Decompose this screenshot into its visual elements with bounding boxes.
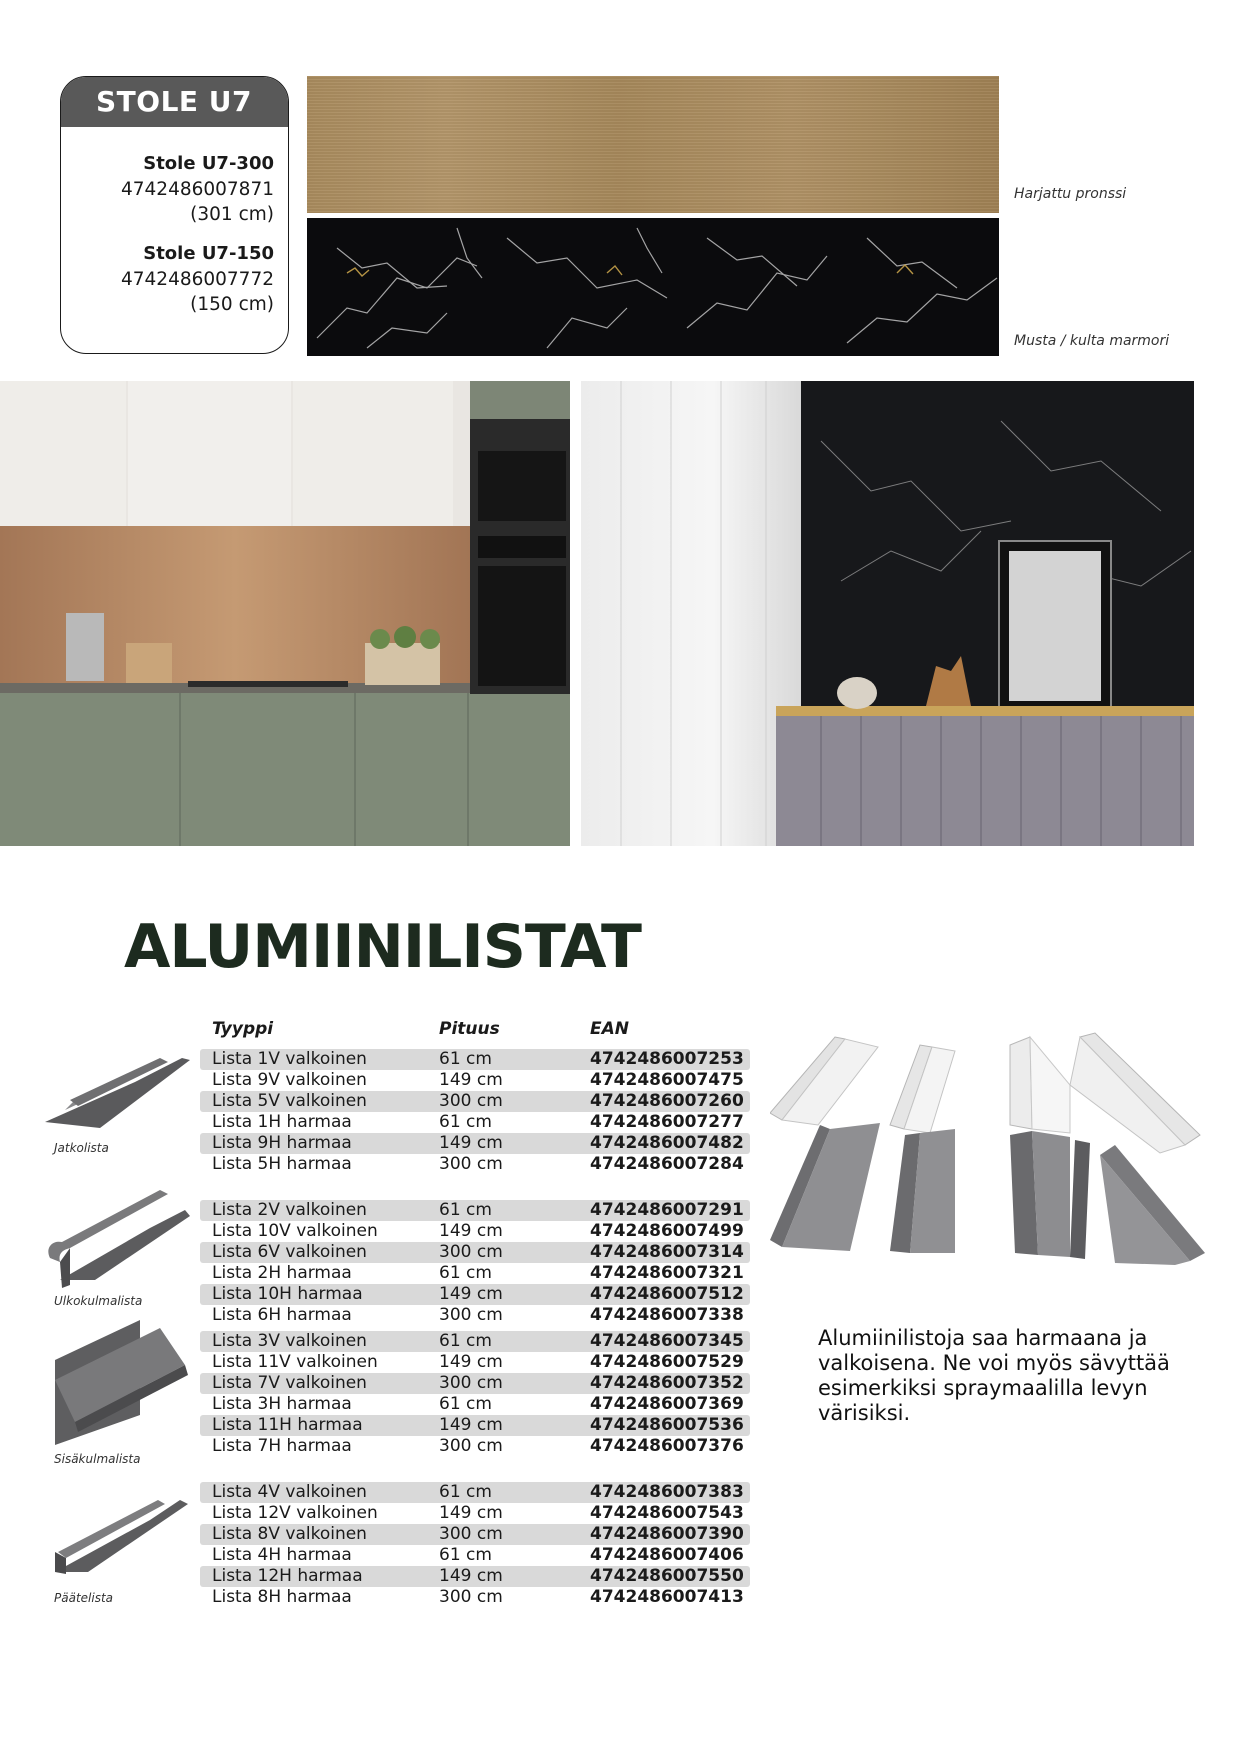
table-row	[200, 1242, 750, 1263]
cell-ean: 4742486007291	[590, 1200, 744, 1220]
cell-ean: 4742486007284	[590, 1154, 744, 1174]
cell-length: 300 cm	[439, 1373, 503, 1393]
stole-item-300	[61, 151, 274, 227]
cell-length: 149 cm	[439, 1415, 503, 1435]
table-row	[200, 1352, 750, 1373]
table-header	[200, 1015, 750, 1049]
cell-ean: 4742486007369	[590, 1394, 744, 1414]
cell-type: Lista 7V valkoinen	[212, 1373, 367, 1393]
table-row	[200, 1503, 750, 1524]
cell-ean: 4742486007338	[590, 1305, 744, 1325]
table-row	[200, 1373, 750, 1394]
cell-type: Lista 10H harmaa	[212, 1284, 363, 1304]
item-length: (301 cm)	[190, 204, 274, 225]
marble-swatch-caption: Musta / kulta marmori	[1014, 333, 1170, 349]
cell-type: Lista 6V valkoinen	[212, 1242, 367, 1262]
profile-label: Jatkolista	[54, 1141, 109, 1155]
cell-ean: 4742486007345	[590, 1331, 744, 1351]
cell-type: Lista 10V valkoinen	[212, 1221, 378, 1241]
profile-label: Ulkokulmalista	[54, 1294, 143, 1308]
cell-length: 61 cm	[439, 1482, 492, 1502]
bronze-swatch	[307, 76, 999, 213]
cell-ean: 4742486007536	[590, 1415, 744, 1435]
header-ean: EAN	[590, 1019, 629, 1039]
cell-length: 61 cm	[439, 1394, 492, 1414]
cell-type: Lista 7H harmaa	[212, 1436, 352, 1456]
cell-length: 61 cm	[439, 1200, 492, 1220]
table-row	[200, 1436, 750, 1457]
cell-ean: 4742486007253	[590, 1049, 744, 1069]
cell-type: Lista 9V valkoinen	[212, 1070, 367, 1090]
cell-ean: 4742486007277	[590, 1112, 744, 1132]
cell-type: Lista 2V valkoinen	[212, 1200, 367, 1220]
cell-type: Lista 5V valkoinen	[212, 1091, 367, 1111]
cell-ean: 4742486007475	[590, 1070, 744, 1090]
sisakulmalista-profile-icon	[40, 1320, 200, 1448]
cell-length: 61 cm	[439, 1112, 492, 1132]
marble-veins-image	[307, 218, 999, 356]
item-name: Stole U7-300	[143, 153, 274, 174]
cell-length: 61 cm	[439, 1263, 492, 1283]
cell-length: 149 cm	[439, 1133, 503, 1153]
cell-length: 149 cm	[439, 1284, 503, 1304]
cell-type: Lista 5H harmaa	[212, 1154, 352, 1174]
cell-ean: 4742486007529	[590, 1352, 744, 1372]
cell-ean: 4742486007499	[590, 1221, 744, 1241]
cell-length: 300 cm	[439, 1524, 503, 1544]
table-row	[200, 1284, 750, 1305]
cell-ean: 4742486007383	[590, 1482, 744, 1502]
aluminium-rails-illustration	[770, 1025, 1210, 1295]
living-room-photo	[581, 381, 1194, 846]
cell-length: 149 cm	[439, 1352, 503, 1372]
cell-length: 300 cm	[439, 1091, 503, 1111]
cell-length: 149 cm	[439, 1503, 503, 1523]
cell-ean: 4742486007406	[590, 1545, 744, 1565]
cell-length: 61 cm	[439, 1049, 492, 1069]
cell-type: Lista 4H harmaa	[212, 1545, 352, 1565]
marble-swatch	[307, 218, 999, 356]
cell-type: Lista 11H harmaa	[212, 1415, 363, 1435]
item-length: (150 cm)	[190, 294, 274, 315]
item-ean: 4742486007772	[120, 269, 274, 290]
cell-type: Lista 3V valkoinen	[212, 1331, 367, 1351]
cell-ean: 4742486007314	[590, 1242, 744, 1262]
table-row	[200, 1394, 750, 1415]
profile-label: Päätelista	[54, 1591, 114, 1605]
aluminium-strips-table	[200, 1015, 750, 1608]
jatkolista-profile-icon	[40, 1040, 200, 1140]
kitchen-photo	[0, 381, 570, 846]
cell-ean: 4742486007512	[590, 1284, 744, 1304]
table-row	[200, 1112, 750, 1133]
cell-type: Lista 8V valkoinen	[212, 1524, 367, 1544]
cell-ean: 4742486007550	[590, 1566, 744, 1586]
cell-type: Lista 4V valkoinen	[212, 1482, 367, 1502]
table-row	[200, 1049, 750, 1070]
cell-length: 300 cm	[439, 1587, 503, 1607]
cell-length: 300 cm	[439, 1305, 503, 1325]
cell-length: 61 cm	[439, 1545, 492, 1565]
item-ean: 4742486007871	[120, 179, 274, 200]
table-row	[200, 1482, 750, 1503]
table-row	[200, 1200, 750, 1221]
table-row	[200, 1545, 750, 1566]
table-row	[200, 1070, 750, 1091]
cell-type: Lista 1H harmaa	[212, 1112, 352, 1132]
cell-ean: 4742486007321	[590, 1263, 744, 1283]
cell-length: 149 cm	[439, 1566, 503, 1586]
cell-ean: 4742486007482	[590, 1133, 744, 1153]
cell-length: 61 cm	[439, 1331, 492, 1351]
cell-type: Lista 3H harmaa	[212, 1394, 352, 1414]
bronze-swatch-caption: Harjattu pronssi	[1014, 186, 1127, 202]
cell-type: Lista 12H harmaa	[212, 1566, 363, 1586]
cell-length: 149 cm	[439, 1221, 503, 1241]
cell-ean: 4742486007352	[590, 1373, 744, 1393]
table-row	[200, 1263, 750, 1284]
item-name: Stole U7-150	[143, 243, 274, 264]
cell-type: Lista 6H harmaa	[212, 1305, 352, 1325]
cell-ean: 4742486007376	[590, 1436, 744, 1456]
cell-ean: 4742486007413	[590, 1587, 744, 1607]
cell-type: Lista 12V valkoinen	[212, 1503, 378, 1523]
table-row	[200, 1154, 750, 1175]
cell-type: Lista 8H harmaa	[212, 1587, 352, 1607]
table-row	[200, 1221, 750, 1242]
cell-length: 300 cm	[439, 1436, 503, 1456]
cell-type: Lista 2H harmaa	[212, 1263, 352, 1283]
stole-product-card	[60, 76, 289, 354]
cell-ean: 4742486007543	[590, 1503, 744, 1523]
ulkokulmalista-profile-icon	[40, 1180, 200, 1292]
header-length: Pituus	[439, 1019, 500, 1039]
info-note: Alumiinilistoja saa harmaana ja valkoisena. Ne voi myös sävyttää esimerkiksi spraymaalilla levyn värisiksi.	[818, 1326, 1170, 1425]
table-row	[200, 1415, 750, 1436]
cell-type: Lista 9H harmaa	[212, 1133, 352, 1153]
header-type: Tyyppi	[212, 1019, 274, 1039]
table-row	[200, 1524, 750, 1545]
cell-type: Lista 11V valkoinen	[212, 1352, 378, 1372]
cell-length: 149 cm	[439, 1070, 503, 1090]
table-row	[200, 1091, 750, 1112]
table-row	[200, 1587, 750, 1608]
table-row	[200, 1331, 750, 1352]
cell-ean: 4742486007260	[590, 1091, 744, 1111]
cell-length: 300 cm	[439, 1242, 503, 1262]
section-heading: ALUMIINILISTAT	[124, 912, 641, 982]
cell-ean: 4742486007390	[590, 1524, 744, 1544]
cell-length: 300 cm	[439, 1154, 503, 1174]
cell-type: Lista 1V valkoinen	[212, 1049, 367, 1069]
profile-label: Sisäkulmalista	[54, 1452, 141, 1466]
paatelista-profile-icon	[40, 1490, 200, 1580]
table-row	[200, 1566, 750, 1587]
table-row	[200, 1305, 750, 1326]
stole-item-150	[61, 241, 274, 317]
card-title: STOLE U7	[61, 77, 288, 127]
table-row	[200, 1133, 750, 1154]
